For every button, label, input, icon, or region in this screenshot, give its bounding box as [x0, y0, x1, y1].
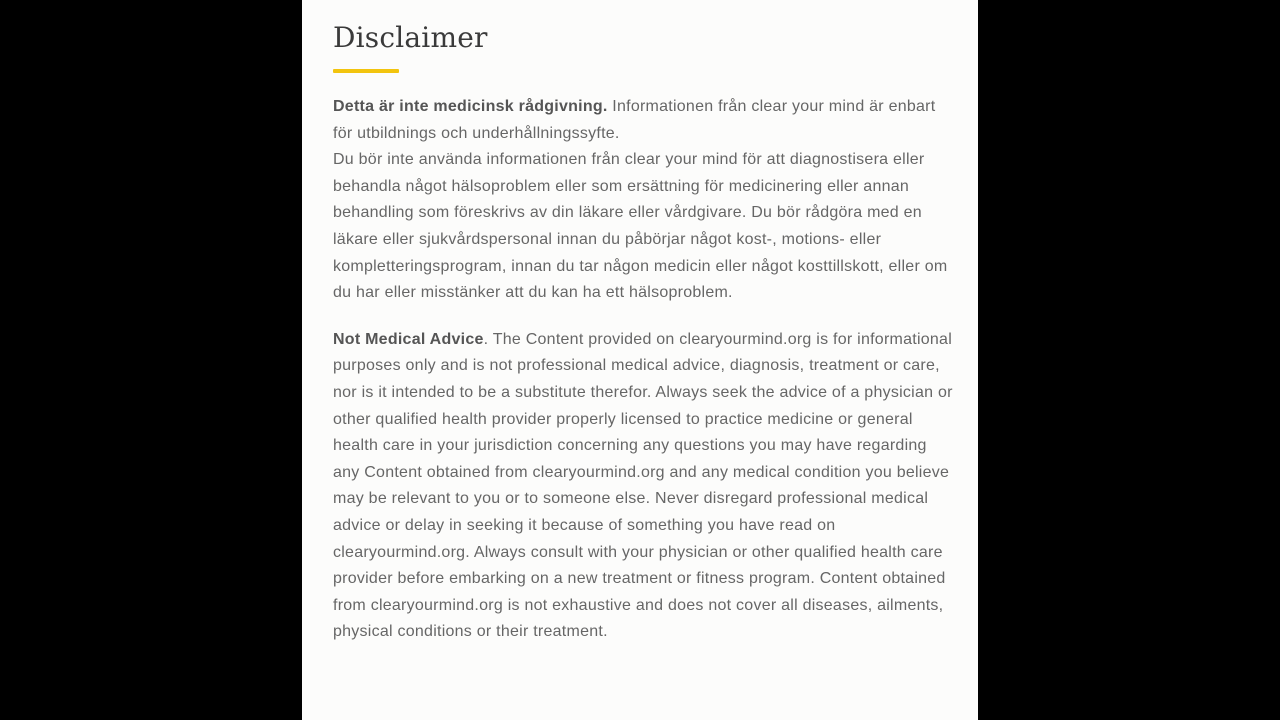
disclaimer-content [333, 20, 953, 646]
page-title: Disclaimer [333, 21, 488, 54]
english-disclaimer [333, 327, 953, 646]
swedish-disclaimer-lead: Detta är inte medicinsk rådgivning. [333, 98, 608, 115]
swedish-disclaimer-intro [333, 94, 953, 147]
english-disclaimer-text: . The Content provided on clearyourmind.org is for informational purposes only and is not professional medical advice, diagnosis, treatment or care, nor is it intended to be a substitute therefor. Always seek the advice of a physician or other qualified health provider properly licensed to practice medicine or general health care in your jurisdiction concerning any questions you may have regarding any Content obtained from clearyourmind.org and any medical condition you believe may be relevant to you or to someone else. Never disregard professional medical advice or delay in seeking it because of something you have read on clearyourmind.org. Always consult with your physician or other qualified health care provider before embarking on a new treatment or fitness program. Content obtained from clearyourmind.org is not exhaustive and does not cover all diseases, ailments, physical conditions or their treatment. [333, 330, 953, 641]
swedish-disclaimer-intro-text: Informationen från clear your mind är enbart för utbildnings och underhållningssyfte. [333, 98, 936, 142]
english-disclaimer-lead: Not Medical Advice [333, 330, 484, 348]
title-underline [333, 69, 399, 73]
swedish-disclaimer-body: Du bör inte använda informationen från clear your mind för att diagnostisera eller behandla något hälsoproblem eller som ersättning för medicinering eller annan behandling som föreskrivs av din läkare eller vårdgivare. Du bör rådgöra med en läkare eller sjukvårdspersonal innan du påbörjar något kost-, motions- eller kompletteringsprogram, innan du tar någon medicin eller något kosttillskott, eller om du har eller misstänker att du kan ha ett hälsoproblem. [333, 151, 948, 302]
disclaimer-page [302, 0, 978, 720]
